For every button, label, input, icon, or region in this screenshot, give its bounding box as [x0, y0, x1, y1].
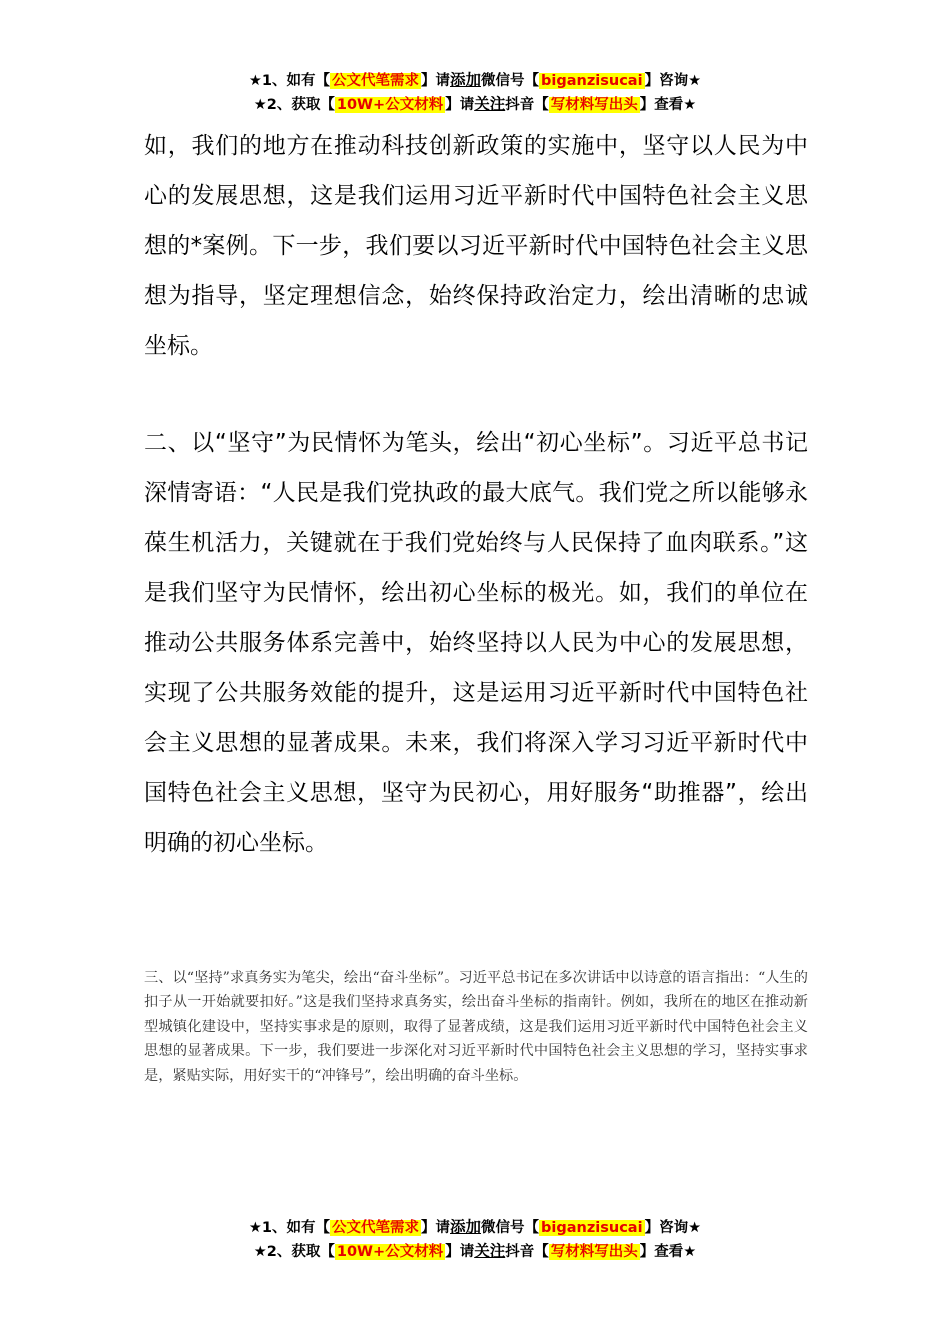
header-banner: [0, 69, 950, 117]
paragraph-2: 二、以“坚守”为民情怀为笔头，绘出“初心坐标”。习近平总书记深情寄语：“人民是我们党执政的最大底气。我们党之所以能够永葆生机活力，关键就在于我们党始终与人民保持了血肉联系。”这是我们坚守为民情怀，绘出初心坐标的极光。如，我们的单位在推动公共服务体系完善中，始终坚持以人民为中心的发展思想，实现了公共服务效能的提升，这是运用习近平新时代中国特色社会主义思想的显著成果。未来，我们将深入学习习近平新时代中国特色社会主义思想，坚守为民初心，用好服务“助推器”，绘出明确的初心坐标。: [144, 430, 808, 856]
footer-line-2-mid-1: 】请: [445, 1244, 475, 1260]
paragraph-3: 三、以“坚持”求真务实为笔尖，绘出“奋斗坐标”。习近平总书记在多次讲话中以诗意的语言指出：“人生的扣子从一开始就要扣好。”这是我们坚持求真务实，绘出奋斗坐标的指南针。例如，我所在的地区在推动新型城镇化建设中，坚持实事求是的原则，取得了显著成绩，这是我们运用习近平新时代中国特色社会主义思想的显著成果。下一步，我们要进一步深化对习近平新时代中国特色社会主义思想的学习，坚持实事求是，紧贴实际，用好实干的“冲锋号”，绘出明确的奋斗坐标。: [144, 970, 808, 1084]
banner-line-2-highlight-1: 10W+公文材料: [336, 97, 444, 113]
banner-line-1-highlight-1: 公文代笔需求: [332, 73, 419, 89]
footer-line-1-mid-2: 微信号【: [481, 1220, 540, 1236]
footer-line-1-emph: 添加: [450, 1218, 482, 1236]
paragraph-1: 如，我们的地方在推动科技创新政策的实施中，坚守以人民为中心的发展思想，这是我们运用习近平新时代中国特色社会主义思想的*案例。下一步，我们要以习近平新时代中国特色社会主义思想为指导，坚定理想信念，始终保持政治定力，绘出清晰的忠诚坐标。: [144, 133, 808, 359]
footer-line-2-emph: 关注: [474, 1242, 506, 1260]
banner-line-1: [0, 69, 950, 93]
footer-banner-line-1: [0, 1216, 950, 1240]
banner-line-1-highlight-2: biganzisucai: [541, 73, 643, 89]
footer-banner-line-2: [0, 1240, 950, 1264]
footer-line-2-prefix: ★2、获取【: [253, 1244, 335, 1260]
banner-line-2-prefix: ★2、获取【: [253, 97, 335, 113]
footer-line-2-highlight-2: 写材料写出头: [550, 1244, 638, 1260]
banner-line-1-mid-2: 微信号【: [481, 73, 540, 89]
footer-line-1-mid-1: 】请: [421, 1220, 450, 1236]
banner-line-1-suffix: 】咨询★: [644, 73, 702, 89]
banner-line-1-prefix: ★1、如有【: [248, 73, 330, 89]
footer-line-2-highlight-1: 10W+公文材料: [336, 1244, 444, 1260]
banner-line-1-emph: 添加: [450, 71, 482, 89]
footer-line-1-highlight-1: 公文代笔需求: [332, 1220, 419, 1236]
footer-banner: [0, 1216, 950, 1264]
banner-line-1-mid-1: 】请: [421, 73, 450, 89]
footer-line-2-suffix: 】查看★: [639, 1244, 697, 1260]
footer-line-1-highlight-2: biganzisucai: [541, 1220, 643, 1236]
footer-line-1-suffix: 】咨询★: [644, 1220, 702, 1236]
banner-line-2-mid-1: 】请: [445, 97, 475, 113]
banner-line-2-highlight-2: 写材料写出头: [550, 97, 638, 113]
footer-line-2-mid-2: 抖音【: [505, 1244, 549, 1260]
banner-line-2-suffix: 】查看★: [639, 97, 697, 113]
banner-line-2-mid-2: 抖音【: [505, 97, 549, 113]
footer-line-1-prefix: ★1、如有【: [248, 1220, 330, 1236]
banner-line-2-emph: 关注: [474, 95, 506, 113]
banner-line-2: [0, 93, 950, 117]
